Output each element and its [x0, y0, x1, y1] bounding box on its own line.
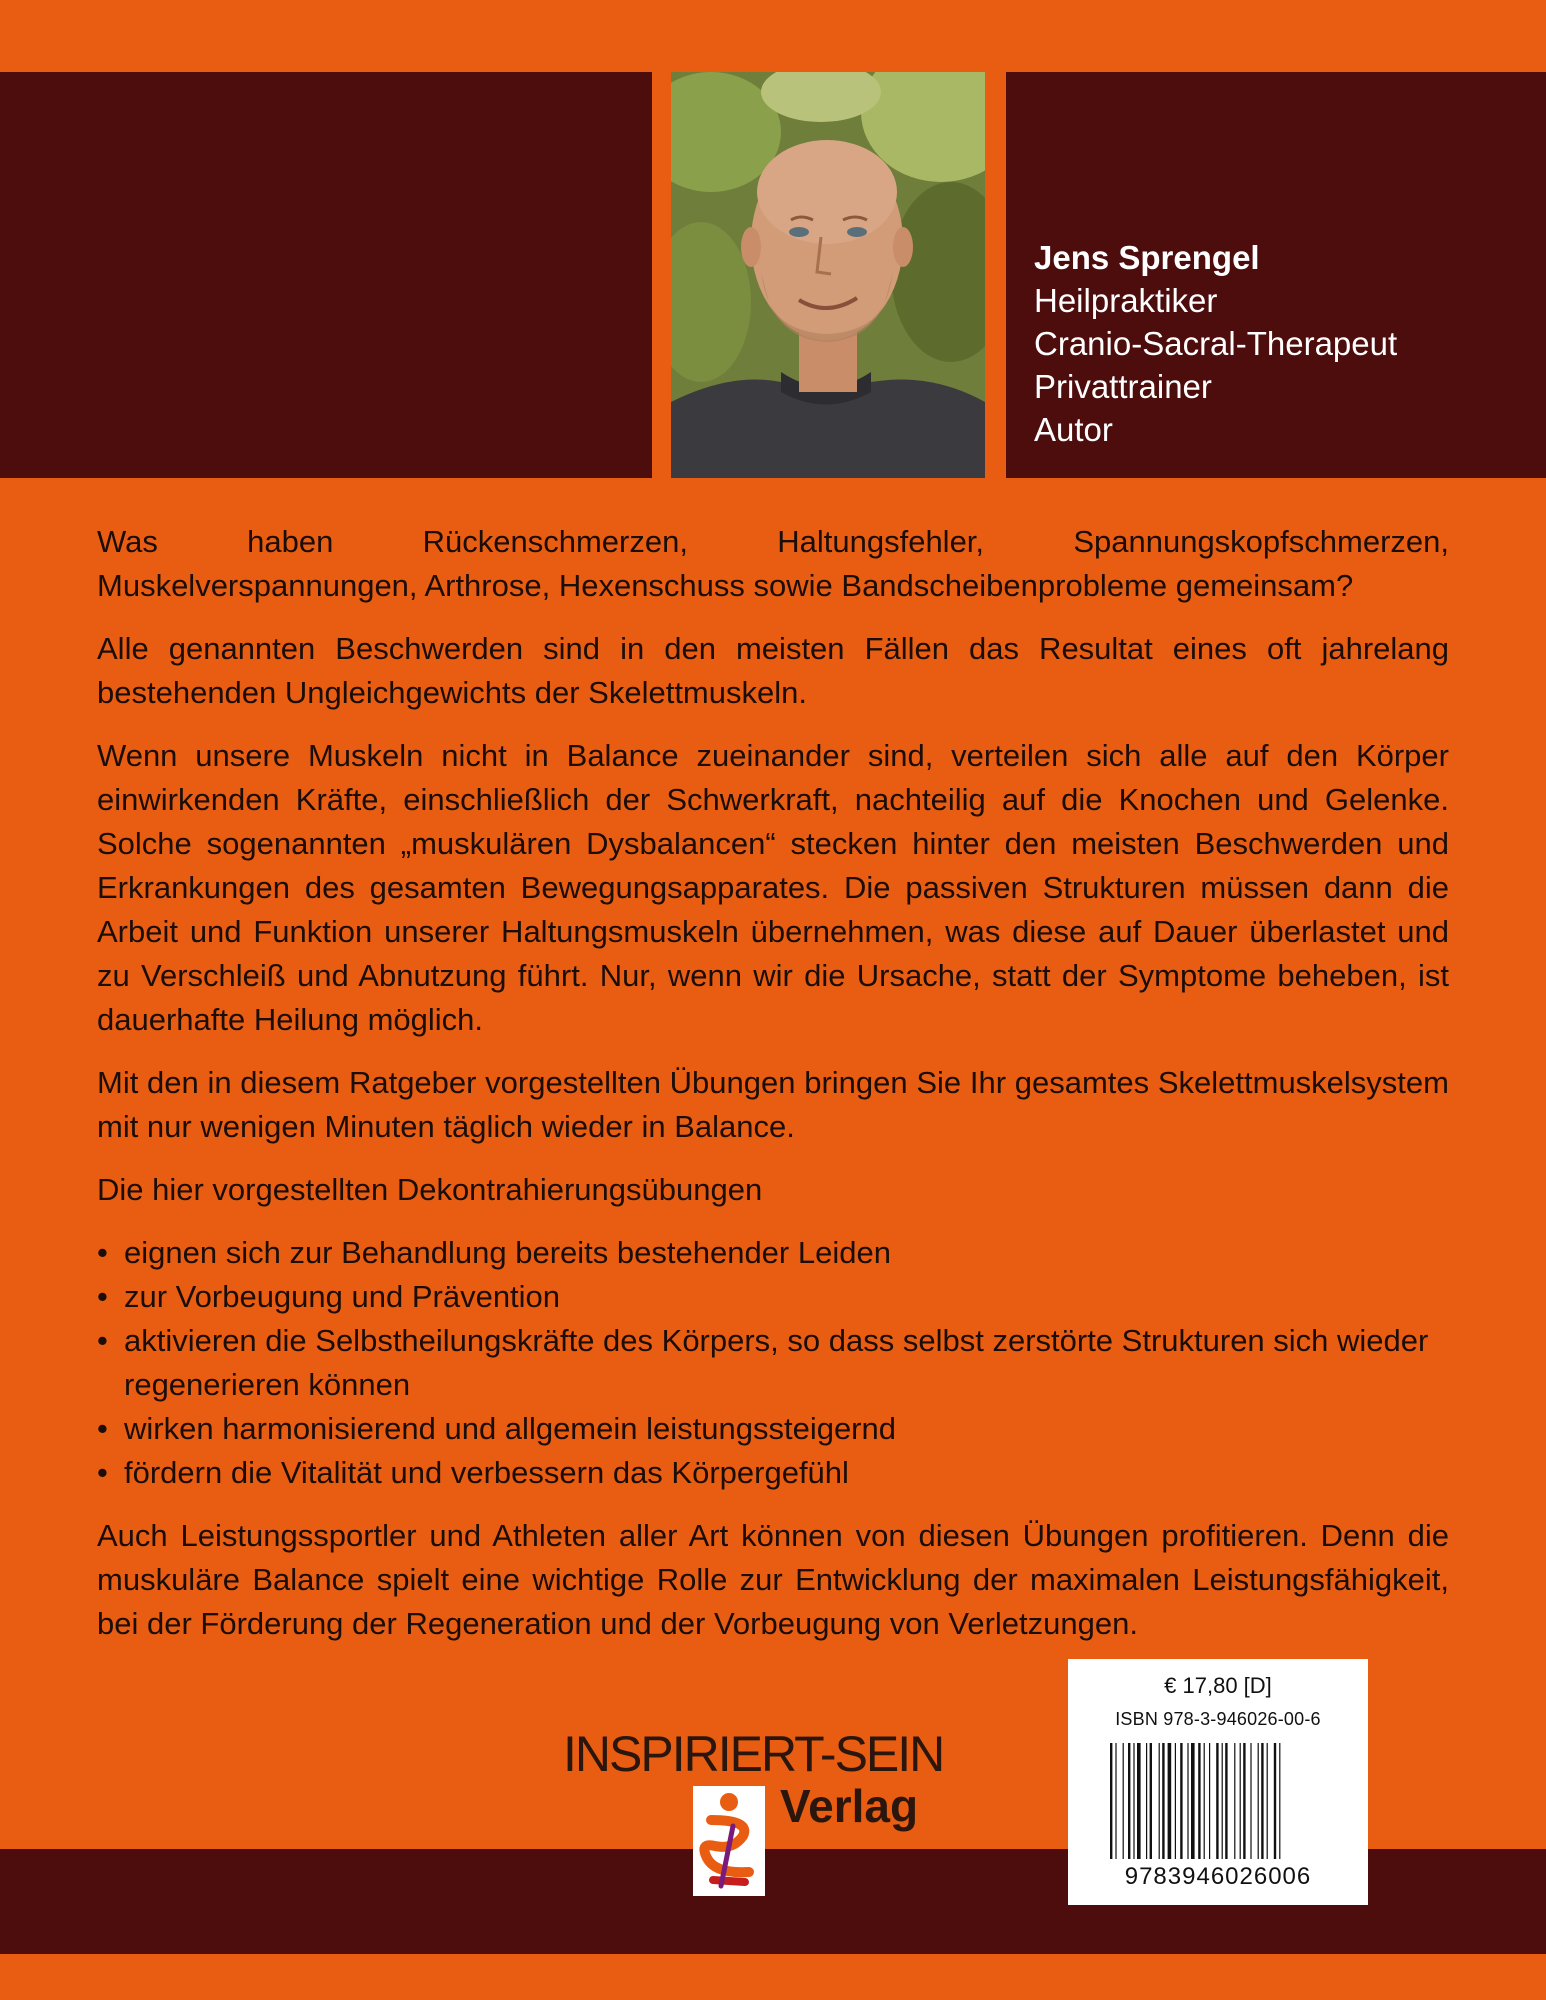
paragraph-5: Auch Leistungssportler und Athleten aller Art können von diesen Übungen profitieren. Denn die muskuläre Balance spielt eine wichtige Rolle zur Entwicklung der maximalen Leistungsfähigkeit, bei der Förderung der Regeneration und der Vorbeugung von Verletzungen. — [97, 1518, 1449, 1641]
author-role-cranio-sacral: Cranio-Sacral-Therapeut — [1034, 325, 1398, 362]
barcode-number: 9783946026006 — [1124, 1863, 1312, 1890]
list-intro: Die hier vorgestellten Dekontrahierungsübungen — [97, 1172, 763, 1207]
paragraph-3: Wenn unsere Muskeln nicht in Balance zueinander sind, verteilen sich alle auf den Körper einwirkenden Kräfte, einschließlich der Schwerkraft, nachteilig auf die Knochen und Gelenke. Solche sogenannten „muskulären Dysbalancen“ stecken hinter den meisten Beschwerden und Erkrankungen des gesamten Bewegungsapparates. Die passiven Strukturen müssen dann die Arbeit und Funktion unserer Haltungsmuskeln übernehmen, was diese auf Dauer überlastet und zu Verschleiß und Abnutzung führt. Nur, wenn wir die Ursache, statt der Symptome beheben, ist dauerhafte Heilung möglich. — [97, 738, 1449, 1037]
author-photo — [671, 72, 985, 478]
list-item: • fördern die Vitalität und verbessern das Körpergefühl — [97, 1451, 1449, 1495]
author-role-autor: Autor — [1034, 411, 1113, 448]
bullet-icon: • — [97, 1323, 108, 1358]
author-name: Jens Sprengel — [1034, 239, 1260, 276]
isbn-label: ISBN 978-3-946026-00-6 — [1115, 1709, 1321, 1729]
bullet-icon: • — [97, 1279, 108, 1314]
author-info — [1034, 236, 1397, 451]
publisher-verlag: Verlag — [780, 1780, 919, 1832]
publisher-name: INSPIRIERT-SEIN — [563, 1726, 944, 1782]
price-label: € 17,80 [D] — [1164, 1673, 1272, 1698]
paragraph-2: Alle genannten Beschwerden sind in den meisten Fällen das Resultat eines oft jahrelang bestehenden Ungleichgewichts der Skelettmuskeln. — [97, 631, 1449, 710]
author-role-heilpraktiker: Heilpraktiker — [1034, 282, 1218, 319]
list-item: • zur Vorbeugung und Prävention — [97, 1275, 1449, 1319]
barcode-box — [1068, 1659, 1368, 1905]
paragraph-4: Mit den in diesem Ratgeber vorgestellten Übungen bringen Sie Ihr gesamtes Skelettmuskelsystem mit nur wenigen Minuten täglich wieder in Balance. — [97, 1065, 1449, 1144]
bullet-icon: • — [97, 1235, 108, 1270]
bullet-icon: • — [97, 1455, 108, 1490]
blurb-text — [97, 520, 1449, 1665]
paragraph-1: Was haben Rückenschmerzen, Haltungsfehler, Spannungskopfschmerzen, Muskelverspannungen, Arthrose, Hexenschuss sowie Bandscheibenprobleme gemeinsam? — [97, 524, 1449, 603]
list-item: • aktivieren die Selbstheilungskräfte des Körpers, so dass selbst zerstörte Strukturen sich wieder regenerieren können — [97, 1319, 1449, 1407]
list-item: • eignen sich zur Behandlung bereits bestehender Leiden — [97, 1231, 1449, 1275]
bullet-icon: • — [97, 1411, 108, 1446]
publisher-logo — [563, 1726, 943, 1896]
list-item: • wirken harmonisierend und allgemein leistungssteigernd — [97, 1407, 1449, 1451]
benefit-list — [97, 1231, 1449, 1495]
author-role-privattrainer: Privattrainer — [1034, 368, 1212, 405]
publisher-mark-icon — [693, 1786, 765, 1896]
barcode-bars — [1110, 1743, 1326, 1859]
